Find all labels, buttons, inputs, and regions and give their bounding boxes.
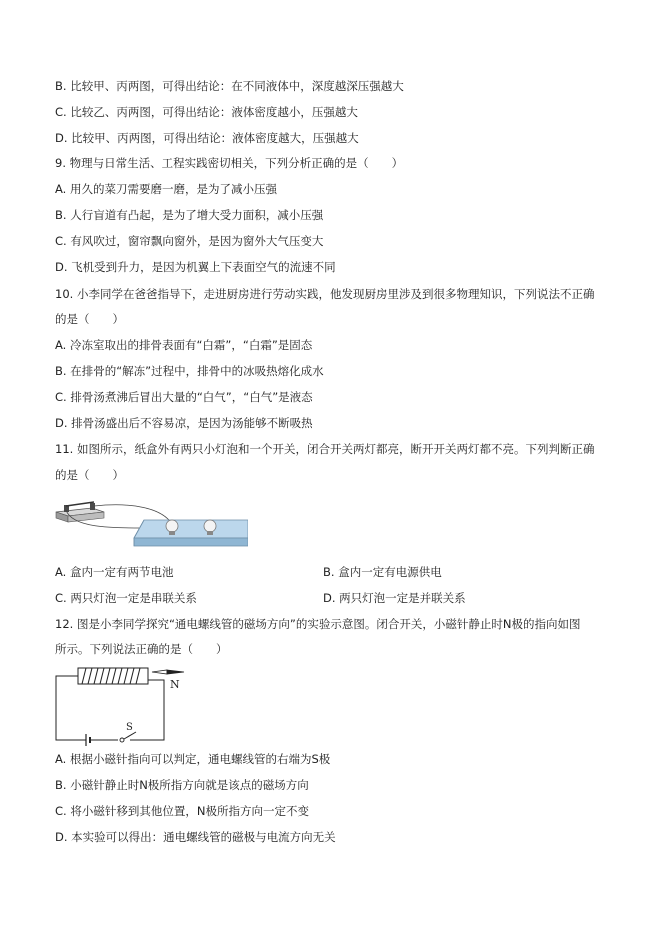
q9-option-c: C. 有风吹过，窗帘飘向窗外，是因为窗外大气压变大: [55, 234, 324, 248]
q8-option-d: D. 比较甲、丙两图，可得出结论：液体密度越大，压强越大: [55, 131, 359, 145]
q10-option-d: D. 排骨汤盛出后不容易凉，是因为汤能够不断吸热: [55, 416, 313, 430]
paper-box-illustration: [134, 520, 248, 546]
q10-stem-line1: 10. 小李同学在爸爸指导下，走进厨房进行劳动实践，他发现厨房里涉及到很多物理知识，下列说法不正确: [55, 287, 595, 301]
q11-stem-line1: 11. 如图所示，纸盒外有两只小灯泡和一个开关，闭合开关两灯都亮，断开开关两灯都不亮。下列判断正确: [55, 442, 595, 456]
north-pole-label: N: [170, 678, 180, 691]
q11-option-d: D. 两只灯泡一定是并联关系: [323, 591, 466, 605]
q12-option-b: B. 小磁针静止时N极所指方向就是该点的磁场方向: [55, 778, 309, 792]
q9-option-b: B. 人行盲道有凸起，是为了增大受力面积，减小压强: [55, 208, 324, 222]
q8-option-c: C. 比较乙、丙两图，可得出结论：液体密度越小，压强越大: [55, 105, 358, 119]
q9-option-a: A. 用久的菜刀需要磨一磨，是为了减小压强: [55, 182, 277, 196]
q10-stem-line2: 的是（ ）: [55, 312, 124, 326]
q10-option-b: B. 在排骨的“解冻”过程中，排骨中的冰吸热熔化成水: [55, 364, 324, 378]
q12-solenoid-figure: [52, 660, 192, 750]
q12-option-d: D. 本实验可以得出：通电螺线管的磁极与电流方向无关: [55, 830, 336, 844]
switch-illustration: [56, 502, 104, 522]
q12-stem-line1: 12. 图是小李同学探究“通电螺线管的磁场方向”的实验示意图。闭合开关，小磁针静止时N极的指向如图: [55, 617, 581, 631]
q11-option-a: A. 盒内一定有两节电池: [55, 565, 174, 579]
q12-stem-line2: 所示。下列说法正确的是（ ）: [55, 642, 228, 656]
q12-option-a: A. 根据小磁针指向可以判定，通电螺线管的右端为S极: [55, 752, 331, 766]
q11-option-c: C. 两只灯泡一定是串联关系: [55, 591, 197, 605]
q12-option-c: C. 将小磁针移到其他位置，N极所指方向一定不变: [55, 804, 309, 818]
switch-label: S: [126, 722, 133, 733]
q11-stem-line2: 的是（ ）: [55, 468, 124, 482]
q8-option-b: B. 比较甲、丙两图，可得出结论：在不同液体中，深度越深压强越大: [55, 79, 404, 93]
q10-option-c: C. 排骨汤煮沸后冒出大量的“白气”，“白气”是液态: [55, 390, 313, 404]
q9-stem: 9. 物理与日常生活、工程实践密切相关，下列分析正确的是（ ）: [55, 156, 404, 170]
q11-circuit-figure: [52, 494, 248, 556]
q11-option-b: B. 盒内一定有电源供电: [323, 565, 442, 579]
q9-option-d: D. 飞机受到升力，是因为机翼上下表面空气的流速不同: [55, 260, 336, 274]
battery-symbol: [82, 734, 118, 746]
q10-option-a: A. 冷冻室取出的排骨表面有“白霜”，“白霜”是固态: [55, 338, 313, 352]
compass-needle: [152, 670, 184, 674]
